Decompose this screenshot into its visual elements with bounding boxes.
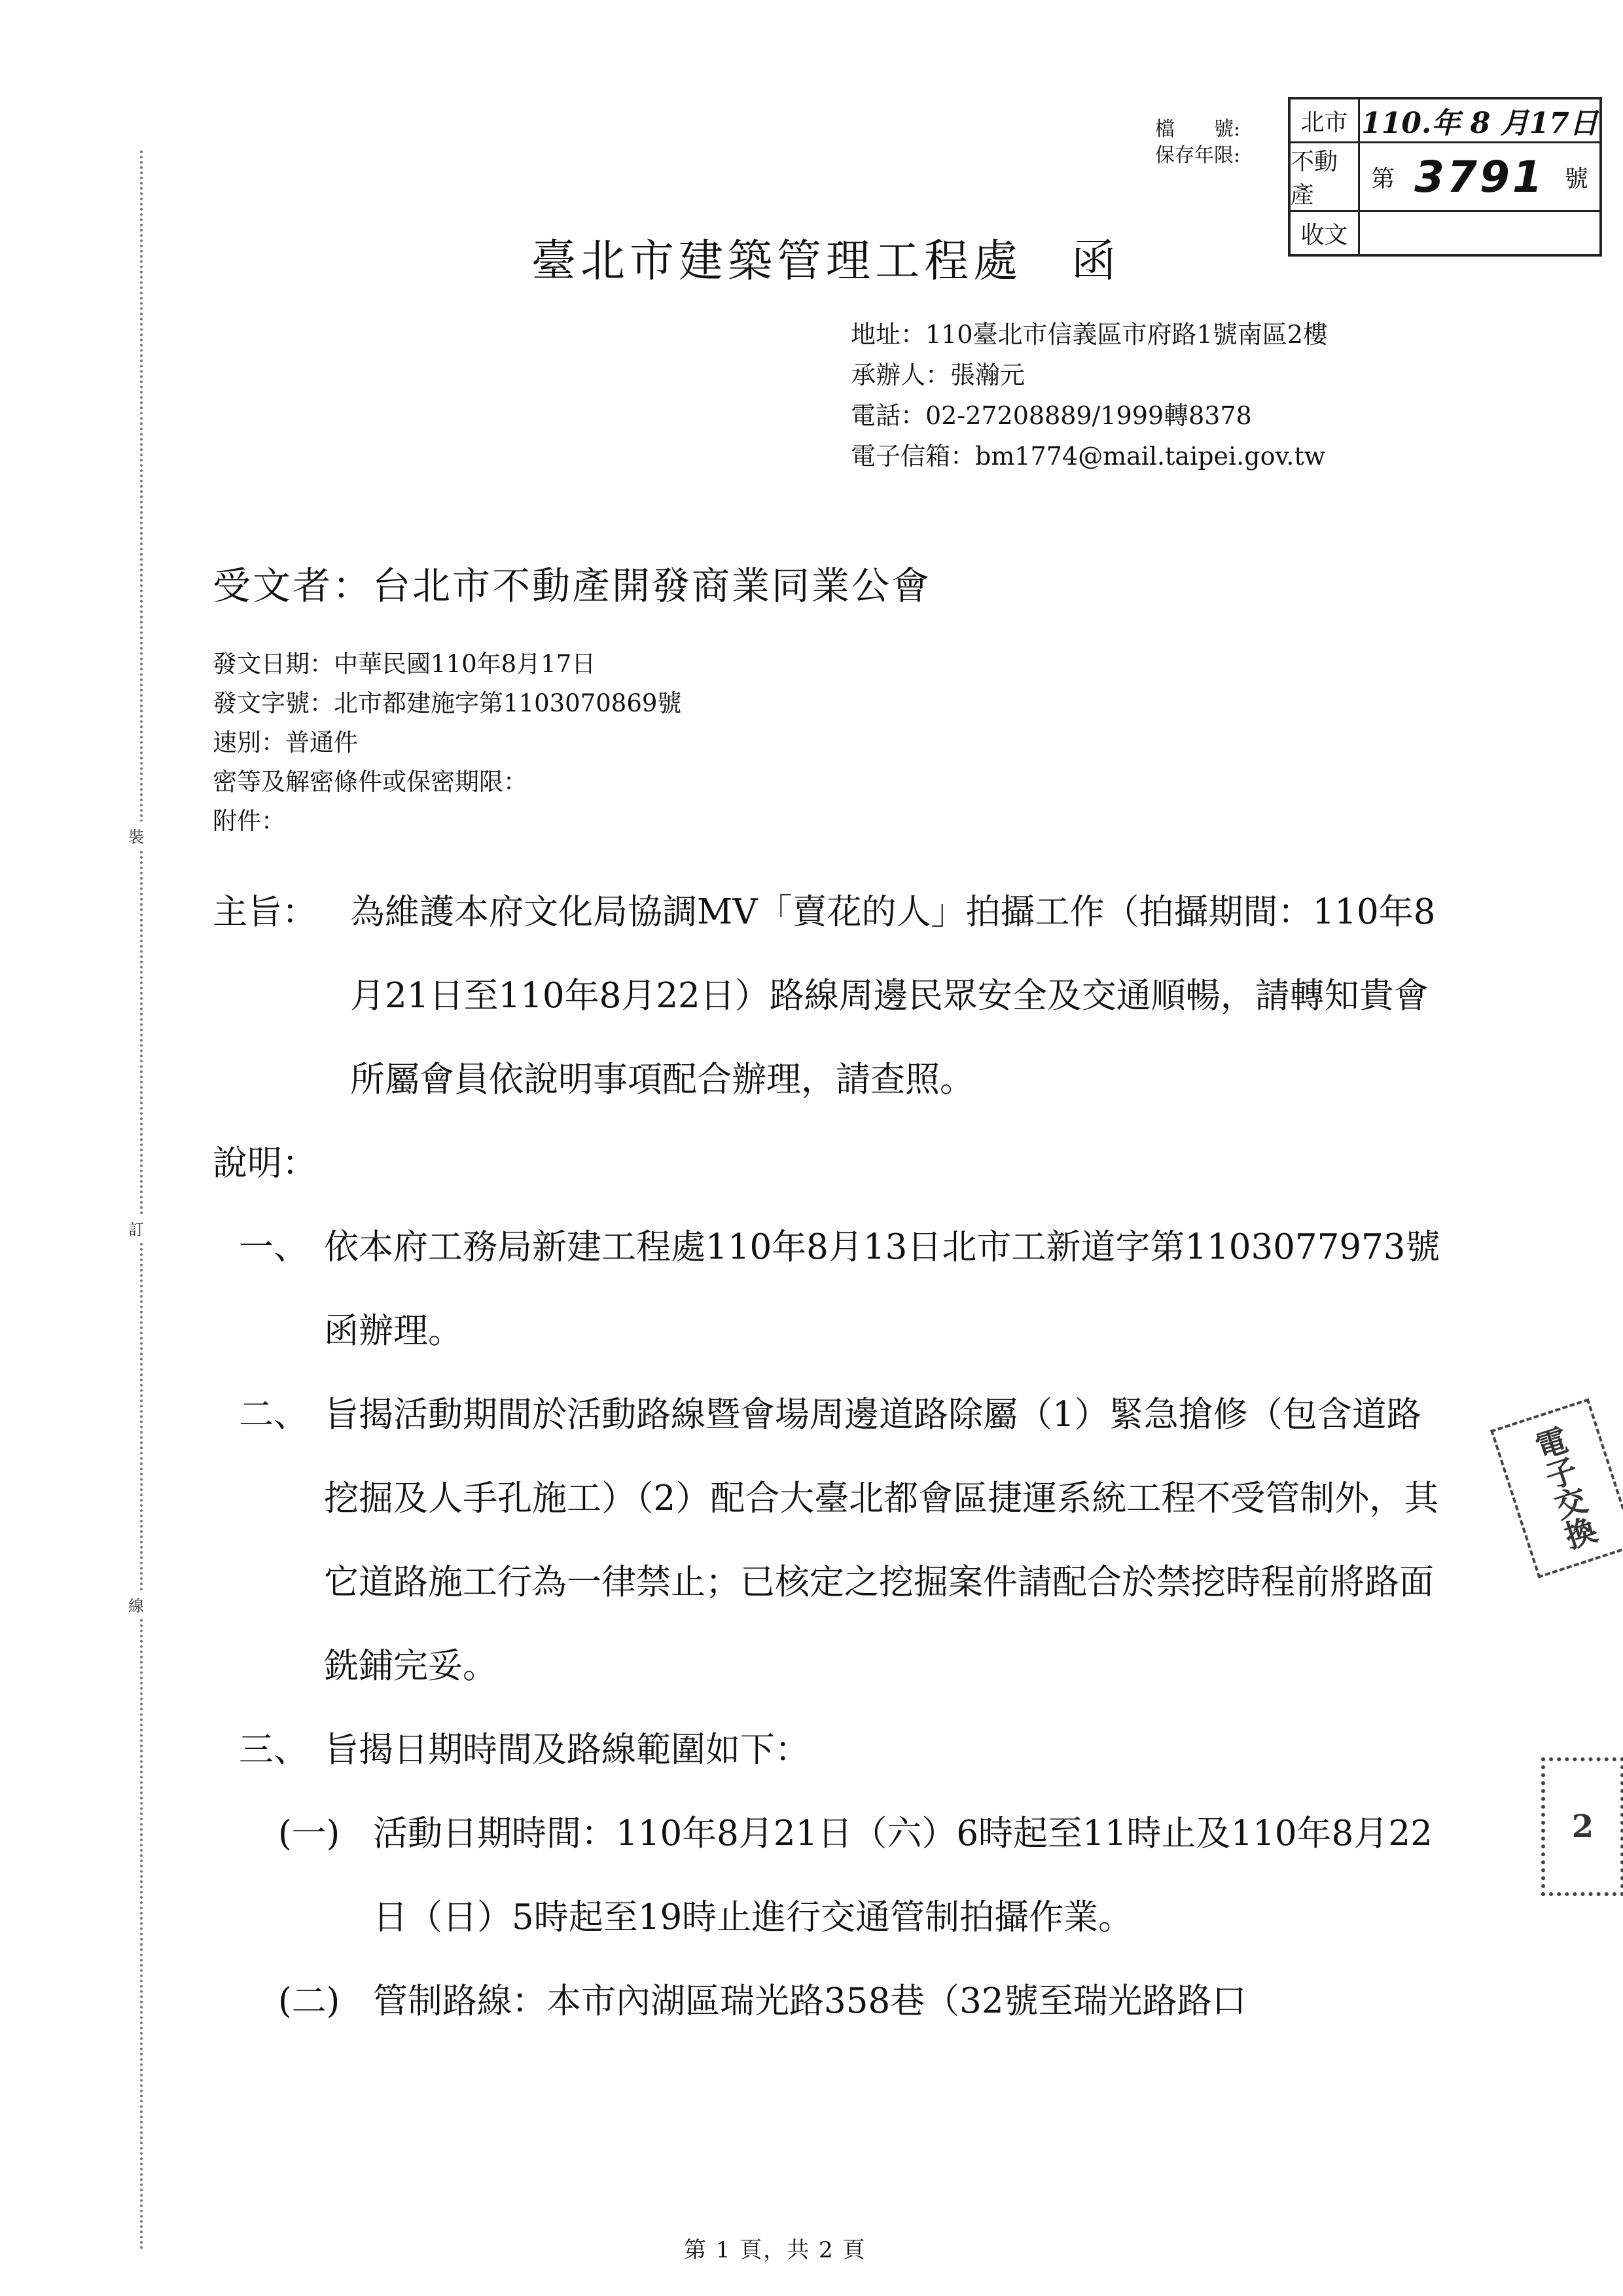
electronic-exchange-seal xyxy=(1490,1398,1623,1578)
document-meta xyxy=(213,645,681,841)
archive-info xyxy=(1155,117,1240,169)
explain-subitem-1 xyxy=(213,1792,1453,1960)
retention-label: 保存年限: xyxy=(1155,144,1241,167)
binding-mark-zhuang: 裝 xyxy=(128,821,144,850)
phone: 電話：02-27208889/1999轉8378 xyxy=(851,401,1252,430)
document-number: 發文字號：北市都建施字第1103070869號 xyxy=(213,689,682,717)
stamp-blank xyxy=(1360,212,1599,254)
delivery-speed: 速別：普通件 xyxy=(213,728,358,757)
seal-text: 2 xyxy=(1571,1808,1594,1845)
address: 地址：110臺北市信義區市府路1號南區2樓 xyxy=(851,320,1328,349)
stamp-dept: 北市 xyxy=(1291,99,1360,143)
contact-block xyxy=(851,314,1453,476)
binding-line xyxy=(140,151,143,2251)
subitem-number: (一) xyxy=(278,1814,340,1854)
explain-item-3 xyxy=(213,1708,1453,1792)
subitem-number: (二) xyxy=(278,1981,340,2021)
stamp-number-value: 3791 xyxy=(1414,151,1545,202)
document-title: 臺北市建築管理工程處 函 xyxy=(531,236,1121,287)
attachments: 附件： xyxy=(213,807,285,835)
subject-label: 主旨： xyxy=(213,892,317,932)
received-stamp xyxy=(1288,97,1602,257)
subject-text: 為維護本府文化局協調MV「賣花的人」拍攝工作（拍攝期間：110年8月21日至110年8月22日）路線周邊民眾安全及交通順暢，請轉知貴會所屬會員依說明事項配合辦理，請查照。 xyxy=(350,892,1436,1100)
file-number-label: 檔 號: xyxy=(1155,118,1241,141)
document-body xyxy=(213,870,1453,2043)
explain-item-2 xyxy=(213,1373,1453,1708)
page-seal xyxy=(1541,1757,1623,1896)
stamp-number-prefix: 第 xyxy=(1371,165,1395,192)
binding-mark-ding: 訂 xyxy=(128,1214,144,1242)
item-text: 旨揭日期時間及路線範圍如下： xyxy=(324,1730,810,1770)
explain-subitem-2 xyxy=(213,1960,1453,2043)
stamp-number-suffix: 號 xyxy=(1564,165,1588,192)
item-number: 二、 xyxy=(239,1395,308,1435)
handler: 承辦人：張瀚元 xyxy=(851,361,1026,389)
item-number: 三、 xyxy=(239,1730,308,1770)
stamp-kind: 不動產 xyxy=(1291,143,1360,212)
secrecy-level: 密等及解密條件或保密期限： xyxy=(213,768,527,796)
page-footer: 第 1 頁，共 2 頁 xyxy=(684,2237,866,2263)
recipient: 受文者：台北市不動產開發商業同業公會 xyxy=(213,564,932,608)
email: 電子信箱：bm1774@mail.taipei.gov.tw xyxy=(851,442,1326,471)
subitem-text: 活動日期時間：110年8月21日（六）6時起至11時止及110年8月22日（日）5時起至19時止進行交通管制拍攝作業。 xyxy=(373,1814,1433,1937)
item-number: 一、 xyxy=(239,1227,308,1267)
item-text: 旨揭活動期間於活動路線暨會場周邊道路除屬（1）緊急搶修（包含道路挖掘及人手孔施工）（2）配合大臺北都會區捷運系統工程不受管制外，其它道路施工行為一律禁止；已核定之挖掘案件請配合於禁挖時程前將路面銑鋪完妥。 xyxy=(324,1395,1439,1686)
seal-text: 電子交換 xyxy=(1526,1423,1600,1554)
stamp-number xyxy=(1360,143,1599,212)
subitem-text: 管制路線：本市內湖區瑞光路358巷（32號至瑞光路路口 xyxy=(373,1981,1247,2021)
explain-label: 說明： xyxy=(213,1143,317,1183)
stamp-date: 110.年 8 月17日 xyxy=(1360,99,1599,143)
item-text: 依本府工務局新建工程處110年8月13日北市工新道字第1103077973號函辦理。 xyxy=(324,1227,1440,1351)
binding-mark-xian: 線 xyxy=(128,1590,144,1619)
explain-item-1 xyxy=(213,1206,1453,1373)
stamp-received: 收文 xyxy=(1291,212,1360,254)
issue-date: 發文日期：中華民國110年8月17日 xyxy=(213,650,596,678)
subject-paragraph xyxy=(213,870,1453,1122)
